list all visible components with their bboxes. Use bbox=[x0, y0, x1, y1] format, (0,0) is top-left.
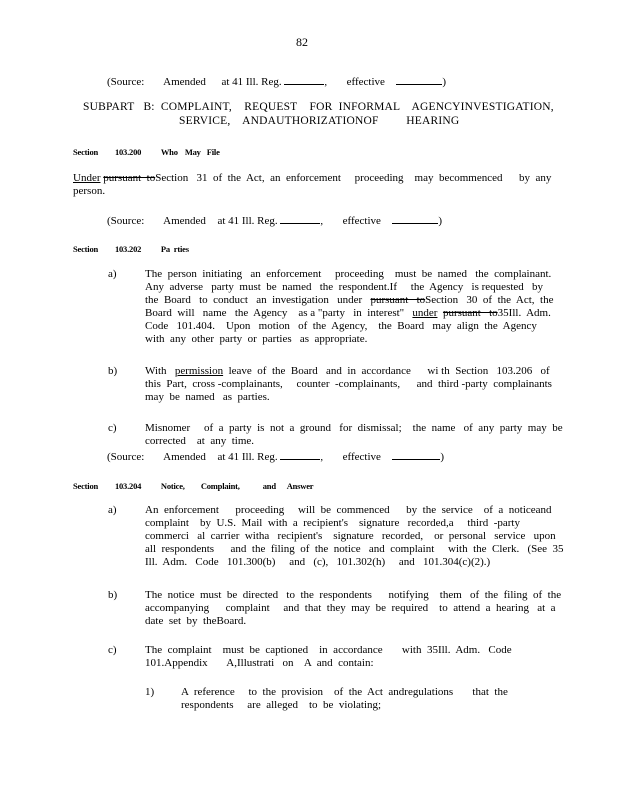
list-label: 1) bbox=[145, 686, 155, 698]
list-item-204c bbox=[145, 644, 535, 670]
text-line: The person initiating an enforcement proceeding must be named the complainant. bbox=[145, 268, 552, 280]
text-line bbox=[145, 365, 550, 378]
list-label: b) bbox=[108, 589, 118, 601]
section-title-word: Complaint, bbox=[200, 481, 240, 491]
list-label: c) bbox=[108, 422, 117, 434]
section-title: Pa rties bbox=[160, 244, 189, 254]
text-line: respondents are alleged to be violating; bbox=[181, 699, 382, 711]
reg-reference: at 41 Ill. Reg. bbox=[217, 451, 278, 463]
inserted-text: Under bbox=[73, 172, 101, 184]
section-title-word: May bbox=[184, 147, 201, 157]
section-label: Section bbox=[73, 147, 99, 157]
text-line: may be named as parties. bbox=[145, 391, 270, 403]
text-run: With bbox=[145, 365, 167, 377]
section-number: 103.202 bbox=[114, 244, 142, 254]
section-heading-103-200 bbox=[73, 146, 220, 159]
source-close: ) bbox=[440, 451, 445, 463]
amended-label: Amended bbox=[163, 76, 206, 88]
section-heading-103-204 bbox=[73, 480, 313, 493]
text-run: Board will name the Agency as a "party in interest" bbox=[145, 307, 405, 319]
effective-blank bbox=[396, 74, 442, 85]
text-line: An enforcement proceeding will be commenced by the service of a noticeand bbox=[145, 504, 552, 516]
amended-label: Amended bbox=[163, 215, 206, 227]
effective-label: effective bbox=[342, 451, 381, 463]
text-line bbox=[145, 294, 554, 307]
text-line: all respondents and the filing of the notice and complaint with the Clerk. (See 35 bbox=[145, 543, 564, 555]
body-text: Section 31 of the Act, an enforcement proceeding may becommenced by any bbox=[155, 172, 552, 184]
section-103-200-body-end: person. bbox=[73, 185, 106, 197]
inserted-text: permission bbox=[174, 365, 224, 377]
section-title-word: Notice, bbox=[160, 481, 185, 491]
amended-label: Amended bbox=[163, 451, 206, 463]
reg-blank bbox=[280, 213, 320, 224]
list-item-204c1 bbox=[181, 686, 531, 712]
effective-blank bbox=[392, 213, 438, 224]
section-label: Section bbox=[73, 244, 99, 254]
list-label: c) bbox=[108, 644, 117, 656]
list-item-202b bbox=[145, 365, 552, 404]
text-line: this Part, cross -complainants, counter -complainants, and third -party complainants bbox=[145, 378, 552, 390]
text-run: 35Ill. Adm. bbox=[497, 307, 551, 319]
page-number: 82 bbox=[296, 35, 308, 49]
effective-label: effective bbox=[346, 76, 385, 88]
struck-text: pursuant to bbox=[370, 294, 426, 306]
subpart-heading-line1: SUBPART B: COMPLAINT, REQUEST FOR INFORMAL AGENCYINVESTIGATION, bbox=[83, 101, 554, 113]
list-item-202a bbox=[145, 268, 554, 346]
text-line: complaint by U.S. Mail with a recipient's signature recorded,a third -party bbox=[145, 517, 520, 529]
text-line bbox=[145, 307, 551, 320]
text-line: A reference to the provision of the Act andregulations that the bbox=[181, 686, 508, 698]
source-close: ) bbox=[438, 215, 443, 227]
text-line: The notice must be directed to the respondents notifying them of the filing of the bbox=[145, 589, 562, 601]
section-title-word: and bbox=[262, 481, 276, 491]
section-title-word: Answer bbox=[286, 481, 314, 491]
section-label: Section bbox=[73, 481, 99, 491]
text-line: The complaint must be captioned in accordance with 35Ill. Adm. Code bbox=[145, 644, 512, 656]
text-line: commerci al carrier witha recipient's signature recorded, or personal service upon bbox=[145, 530, 556, 542]
text-line: with any other party or parties as appropriate. bbox=[145, 333, 368, 345]
list-item-204b bbox=[145, 589, 562, 628]
text-run: leave of the Board and in accordance wi th Section 103.206 of bbox=[228, 365, 550, 377]
text-line: accompanying complaint and that they may be required to attend a hearing at a bbox=[145, 602, 556, 614]
section-number: 103.200 bbox=[114, 147, 142, 157]
list-item-202c bbox=[145, 422, 563, 448]
text-line: corrected at any time. bbox=[145, 435, 255, 447]
text-line: Ill. Adm. Code 101.300(b) and (c), 101.302(h) and 101.304(c)(2).) bbox=[145, 556, 491, 568]
effective-label: effective bbox=[342, 215, 381, 227]
section-heading-103-202 bbox=[73, 243, 189, 256]
source-note-2: (Source: Amended at 41 Ill. Reg. , effective ) bbox=[107, 215, 443, 227]
source-label: (Source: bbox=[107, 451, 145, 463]
struck-text: pursuant to bbox=[103, 172, 156, 184]
text-line: Code 101.404. Upon motion of the Agency, the Board may align the Agency bbox=[145, 320, 537, 332]
text-line: 101.Appendix A,Illustrati on A and contain: bbox=[145, 657, 374, 669]
source-close: ) bbox=[442, 76, 447, 88]
list-label: b) bbox=[108, 365, 118, 377]
list-item-204a bbox=[145, 504, 564, 569]
struck-text: pursuant to bbox=[442, 307, 498, 319]
text-line: date set by theBoard. bbox=[145, 615, 247, 627]
reg-blank bbox=[284, 74, 324, 85]
text-line: Any adverse party must be named the respondent.If the Agency is requested by bbox=[145, 281, 544, 293]
reg-reference: at 41 Ill. Reg. bbox=[221, 76, 282, 88]
reg-reference: at 41 Ill. Reg. bbox=[217, 215, 278, 227]
inserted-text: under bbox=[412, 307, 438, 319]
text-line: Misnomer of a party is not a ground for dismissal; the name of any party may be bbox=[145, 422, 563, 434]
source-label: (Source: bbox=[107, 76, 145, 88]
list-label: a) bbox=[108, 268, 117, 280]
reg-blank bbox=[280, 449, 320, 460]
source-note-1: (Source: Amended at 41 Ill. Reg. , effective ) bbox=[107, 76, 447, 88]
source-label: (Source: bbox=[107, 215, 145, 227]
section-title-word: Who bbox=[160, 147, 178, 157]
subpart-heading-line2: SERVICE, ANDAUTHORIZATIONOF HEARING bbox=[179, 115, 460, 127]
text-run: Section 30 of the Act, the bbox=[425, 294, 554, 306]
source-note-3: (Source: Amended at 41 Ill. Reg. , effective ) bbox=[107, 451, 445, 463]
effective-blank bbox=[392, 449, 440, 460]
list-label: a) bbox=[108, 504, 117, 516]
section-103-200-body bbox=[73, 172, 552, 185]
section-title-word: File bbox=[206, 147, 220, 157]
text-run: the Board to conduct an investigation under bbox=[145, 294, 363, 306]
section-number: 103.204 bbox=[114, 481, 142, 491]
